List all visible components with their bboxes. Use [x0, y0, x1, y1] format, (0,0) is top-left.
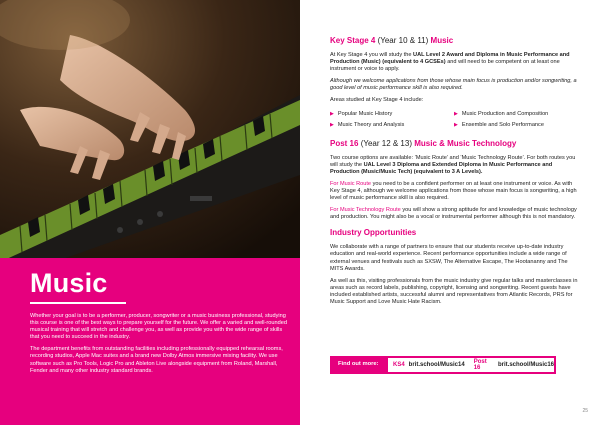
post16-paragraph-3: For Music Technology Route you will show a strong aptitude for and knowledge of music technology and production. You might also be a vocal or instrumental performer although this is not mandatory.: [330, 207, 577, 221]
post16-paragraph-2: For Music Route you need to be a confident performer on at least one instrument or voice. As with Key Stage 4, although we welcome applications from those whose main focus is songwriting, a high level of music performance skill is also required.: [330, 180, 577, 202]
list-item: ▶ Ensemble and Solo Performance: [454, 121, 544, 128]
page-number: 25: [582, 408, 588, 414]
find-out-more-bar: [330, 356, 556, 374]
intro-paragraph-2: The department benefits from outstanding facilities including professionally equipped rehearsal rooms, recording studios, Apple Mac suites and a brand new Dolby Atmos immersive mixing facility. We use software such as Pro Tools, Logic Pro and Ableton Live alongside equipment from Roland, Marshall, Fender and many other industry standard brands.: [30, 346, 283, 374]
post16-heading: [330, 139, 578, 149]
ks4-link[interactable]: brit.school/Music14: [408, 362, 465, 368]
post16-paragraph-1: Two course options are available: ‘Music Route’ and ‘Music Technology Route’. For both routes you will study the UAL Level 3 Diploma and Extended Diploma in Music Performance and Production (Music/Music Tech) (equivalent to 3 A Levels).: [330, 154, 576, 175]
keyboard-photo-illustration: [0, 0, 300, 260]
arrow-icon: ▶: [454, 110, 458, 117]
industry-paragraph-2: As well as this, visiting professionals from the music industry give regular talks and masterclasses in areas such as record labels, publishing, copyright, licensing and songwriting. Recent guests have included established artists, successful alumni and representatives from Atlantic Records, PRS for Music Support and Love Music Hate Racism.: [330, 277, 578, 305]
list-item: ▶ Popular Music History: [330, 110, 393, 117]
page-title: Music: [30, 268, 108, 298]
industry-paragraph-1: We collaborate with a range of partners to ensure that our students receive up-to-date industry education and real-world experience. Recent performance opportunities include a wide range of external venues and festivals such as SXSW, The Alternative Escape, The Hootananny and The MITS Awards.: [330, 244, 568, 272]
ks4-heading-subject: Music: [430, 36, 454, 45]
find-out-more-links: [388, 358, 554, 372]
ks4-heading-stage: Key Stage 4: [330, 36, 376, 45]
post16-heading-stage: Post 16: [330, 138, 359, 148]
ks4-paragraph-2: Although we welcome applications from those whose main focus is production and/or songwriting, a good level of music performance skill is also required.: [330, 78, 577, 92]
intro-text: [30, 313, 288, 380]
post16-link[interactable]: brit.school/Music16: [497, 362, 554, 368]
list-item: ▶ Music Theory and Analysis: [330, 121, 405, 128]
music-intro-panel: [0, 258, 300, 425]
title-underline: [30, 302, 126, 304]
ks4-heading-years: (Year 10 & 11): [377, 36, 429, 45]
arrow-icon: ▶: [330, 121, 334, 128]
post16-link-key: Post 16: [473, 359, 487, 371]
ks4-paragraph-1: At Key Stage 4 you will study the UAL Level 2 Award and Diploma in Music Performance and Production (Music) (equivalent to 4 GCSEs) and will need to be competent on at least one instrument or voice to apply.: [330, 52, 570, 73]
list-item: ▶ Music Production and Composition: [454, 110, 549, 117]
industry-heading: Industry Opportunities: [330, 228, 417, 238]
post16-heading-years: (Year 12 & 13): [360, 138, 412, 148]
arrow-icon: ▶: [330, 110, 334, 117]
post16-heading-subject: Music & Music Technology: [414, 138, 517, 148]
arrow-icon: ▶: [454, 121, 458, 128]
keyboard-photo: [0, 0, 300, 260]
ks4-link-key: KS4: [393, 362, 405, 368]
ks4-paragraph-3: Areas studied at Key Stage 4 include:: [330, 97, 424, 104]
ks4-areas-list: [330, 110, 578, 132]
course-details-column: [330, 36, 578, 311]
ks4-heading: [330, 36, 578, 46]
intro-paragraph-1: Whether your goal is to be a performer, producer, songwriter or a music business professional, studying this course is one of the best ways to prepare yourself for the future. We offer a varied and well-rounded musical training that will stretch and challenge you, as well as provide you with the wide range of skills that you need to succeed in the industry.: [30, 313, 287, 341]
find-out-more-label: Find out more:: [338, 361, 379, 367]
